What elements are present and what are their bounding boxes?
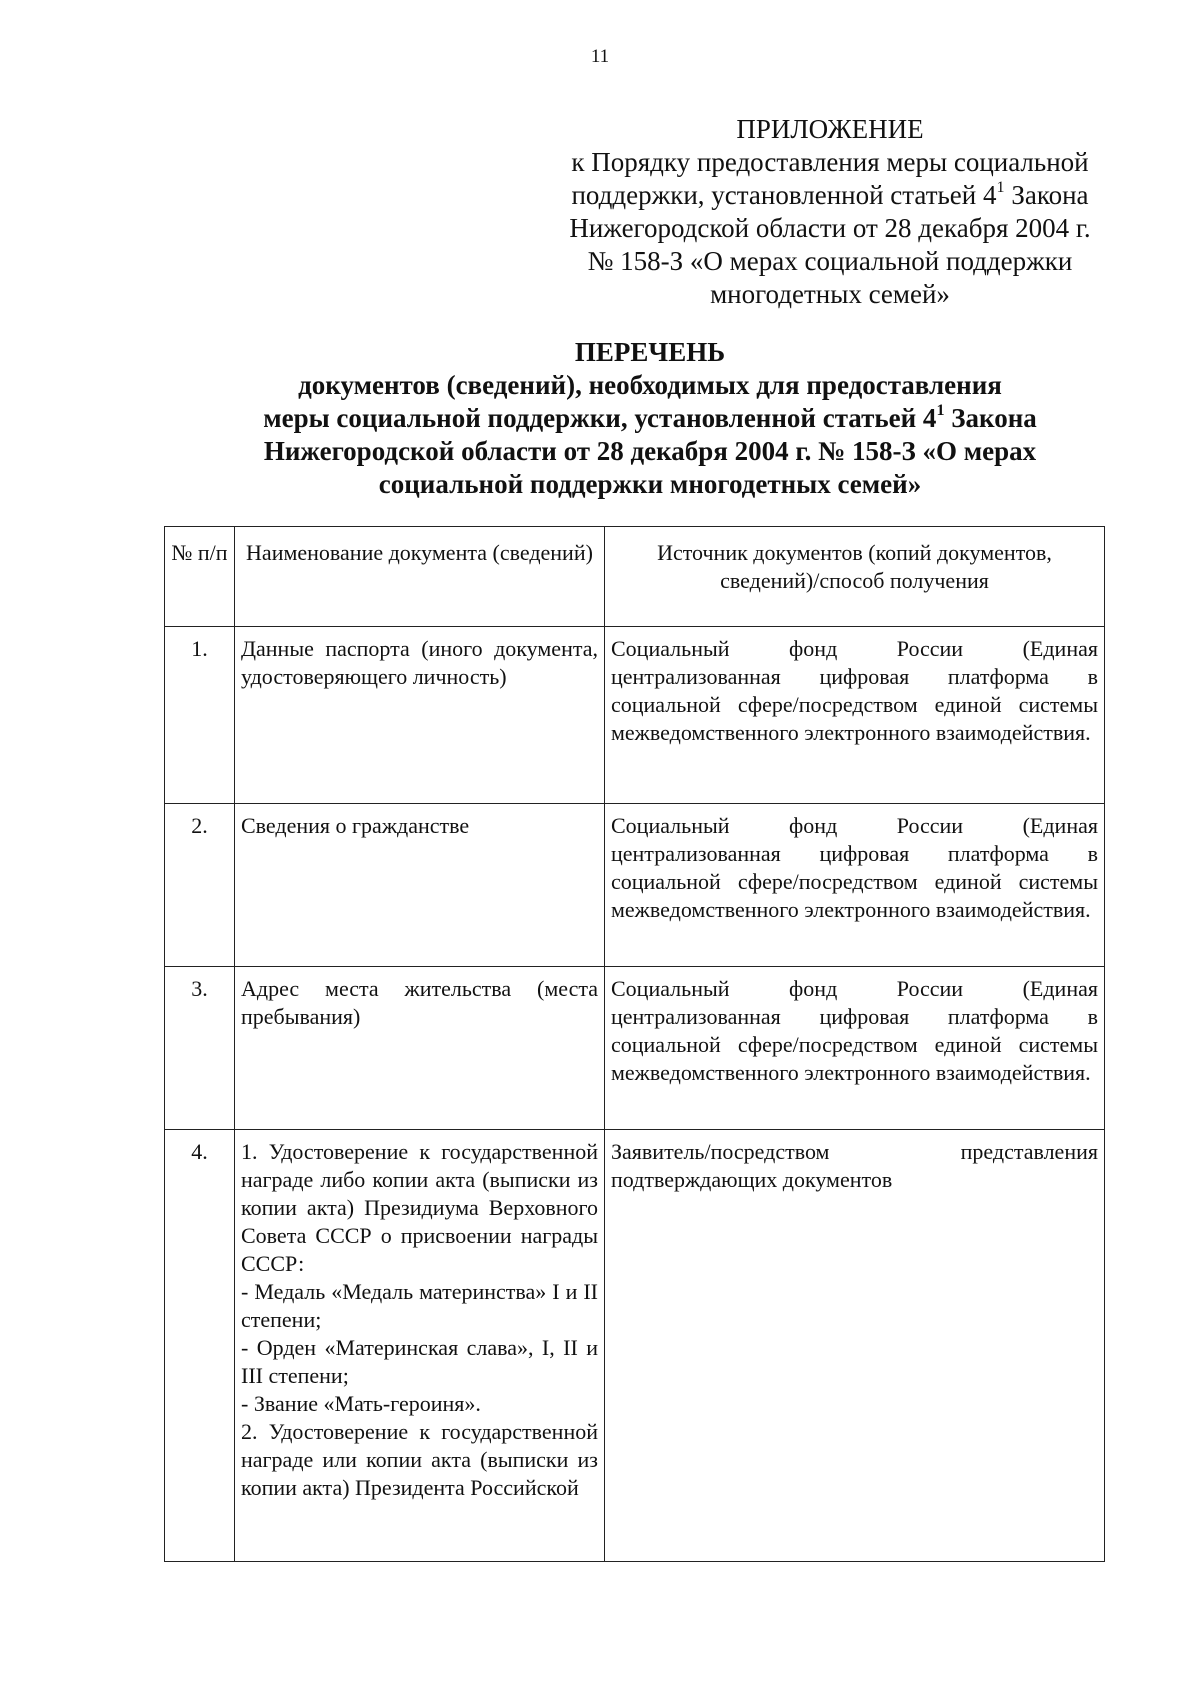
header-num: № п/п: [165, 527, 235, 627]
row-name: Адрес места жительства (места пребывания): [235, 967, 605, 1130]
documents-table: [164, 526, 1105, 1562]
appendix-line-2-tail: Закона: [1004, 180, 1089, 210]
appendix-line-3: Нижегородской области от 28 декабря 2004 г.: [569, 213, 1091, 243]
heading-line-2-text: меры социальной поддержки, установленной статьей 4: [263, 403, 937, 433]
heading-line-2-tail: Закона: [944, 403, 1037, 433]
row-name: Сведения о гражданстве: [235, 804, 605, 967]
heading-line-1: документов (сведений), необходимых для предоставления: [298, 370, 1002, 400]
award-item: - Орден «Материнская слава», I, II и III степени;: [241, 1335, 598, 1388]
article-superscript: 1: [996, 178, 1005, 197]
appendix-title: ПРИЛОЖЕНИЕ: [736, 114, 924, 144]
appendix-block: [540, 113, 1120, 311]
row-num: 2.: [165, 804, 235, 967]
appendix-line-2: [540, 179, 1120, 212]
appendix-line-5: многодетных семей»: [710, 279, 950, 309]
row-source: Социальный фонд России (Единая централизованная цифровая платформа в социальной сфере/посредством единой системы межведомственного электронного взаимодействия.: [605, 804, 1105, 967]
header-name: Наименование документа (сведений): [235, 527, 605, 627]
appendix-line-2-text: поддержки, установленной статьей 4: [571, 180, 997, 210]
row-num: 1.: [165, 627, 235, 804]
award-item: - Звание «Мать-героиня».: [241, 1391, 481, 1416]
appendix-line-4: № 158-З «О мерах социальной поддержки: [587, 246, 1073, 276]
heading-line-4: социальной поддержки многодетных семей»: [378, 469, 922, 499]
row-source: Социальный фонд России (Единая централизованная цифровая платформа в социальной сфере/посредством единой системы межведомственного электронного взаимодействия.: [605, 967, 1105, 1130]
document-heading: [150, 336, 1150, 501]
row-num: 4.: [165, 1130, 235, 1562]
heading-superscript: 1: [936, 401, 945, 420]
heading-title: ПЕРЕЧЕНЬ: [574, 337, 726, 367]
table-row: [165, 1130, 1105, 1562]
row-num: 3.: [165, 967, 235, 1130]
heading-line-2: [150, 402, 1150, 435]
header-source: Источник документов (копий документов, сведений)/способ получения: [605, 527, 1105, 627]
award-item: 2. Удостоверение к государственной награде или копии акта (выписки из копии акта) Президента Российской: [241, 1419, 598, 1500]
row-name: [235, 1130, 605, 1562]
appendix-line-1: к Порядку предоставления меры социальной: [571, 147, 1089, 177]
award-item: 1. Удостоверение к государственной награде либо копии акта (выписки из копии акта) Президиума Верховного Совета СССР о присвоении награды СССР:: [241, 1139, 598, 1276]
table-row: [165, 804, 1105, 967]
row-name: Данные паспорта (иного документа, удостоверяющего личность): [235, 627, 605, 804]
table-header-row: [165, 527, 1105, 627]
page-number: 11: [590, 46, 610, 67]
table-row: [165, 967, 1105, 1130]
row-source: Социальный фонд России (Единая централизованная цифровая платформа в социальной сфере/посредством единой системы межведомственного электронного взаимодействия.: [605, 627, 1105, 804]
row-source: Заявитель/посредством представления подтверждающих документов: [605, 1130, 1105, 1562]
table-row: [165, 627, 1105, 804]
award-item: - Медаль «Медаль материнства» I и II степени;: [241, 1279, 598, 1332]
heading-line-3: Нижегородской области от 28 декабря 2004 г. № 158-З «О мерах: [263, 436, 1037, 466]
